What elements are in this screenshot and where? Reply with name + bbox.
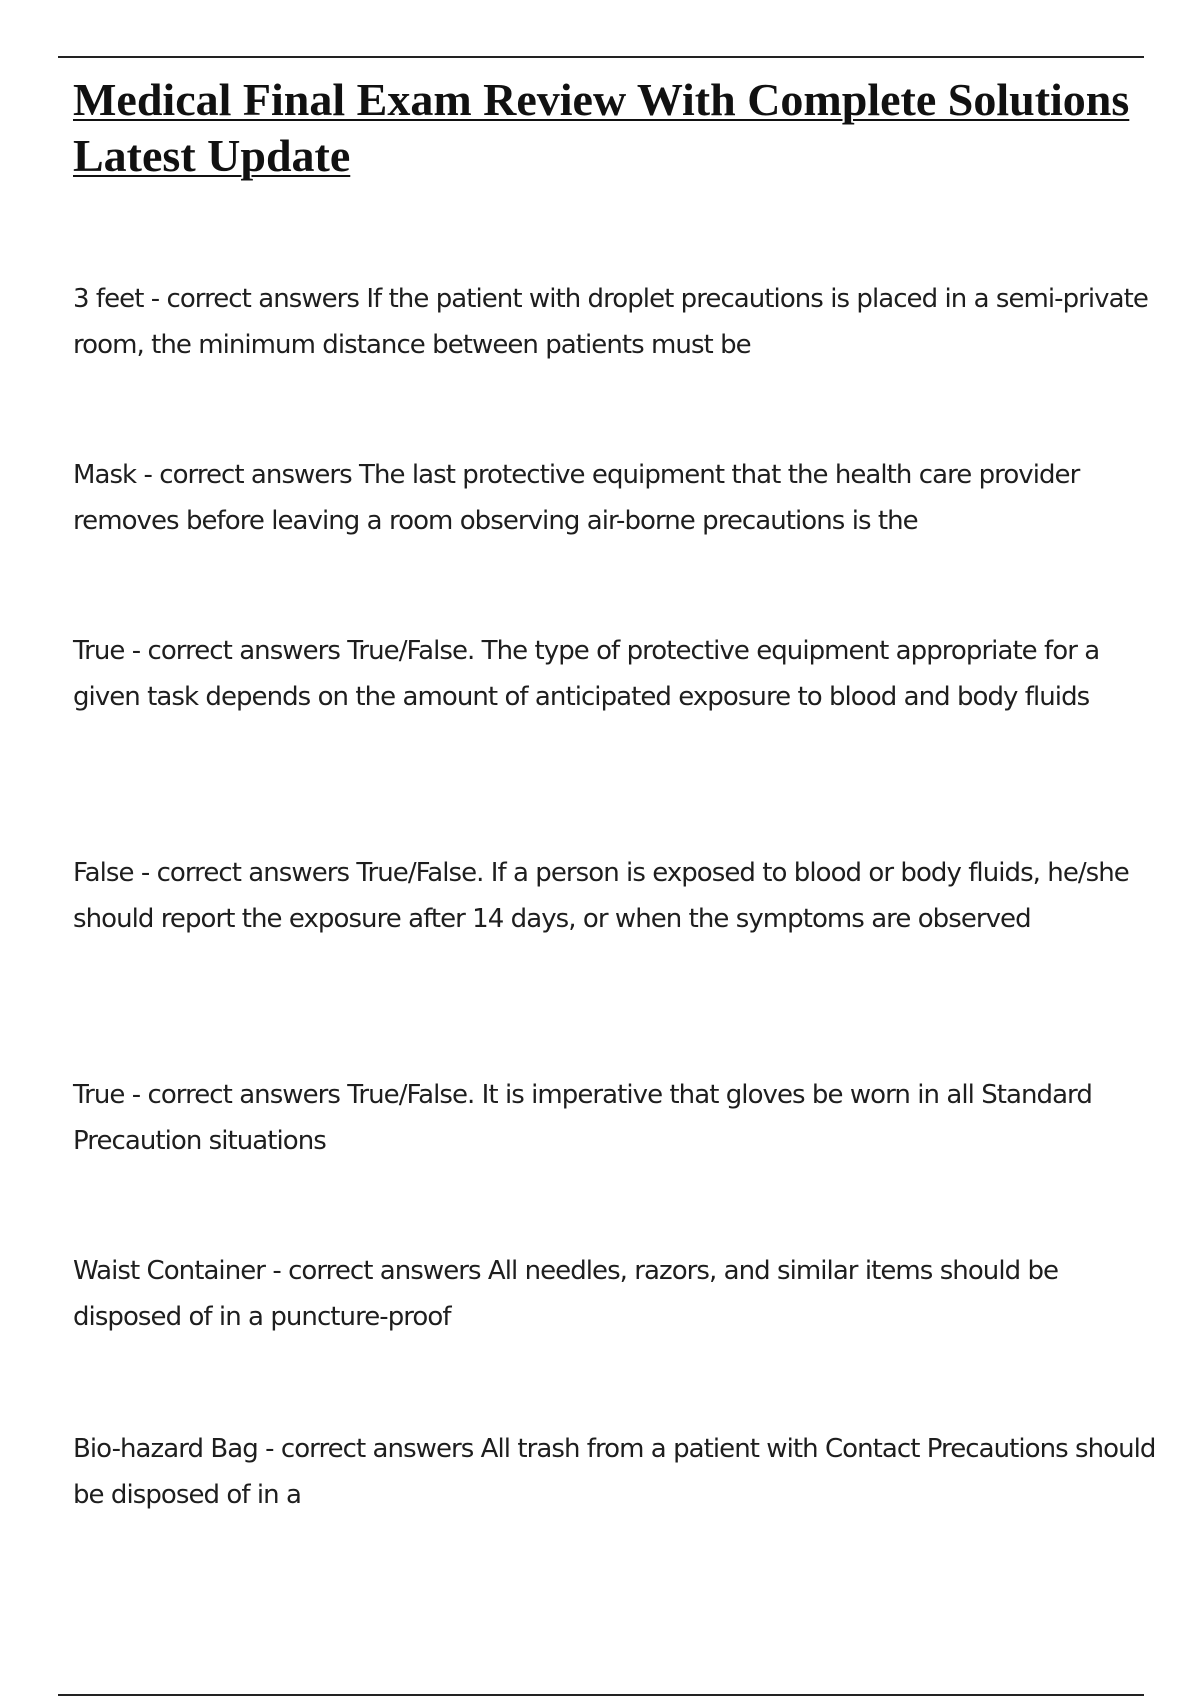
qa-item-4: False - correct answers True/False. If a person is exposed to blood or body fluids, he/she should report the exposure after 14 days, or when the symptoms are observed (73, 858, 1129, 934)
bottom-divider (58, 1694, 1144, 1696)
qa-item-1: 3 feet - correct answers If the patient with droplet precautions is placed in a semi-private room, the minimum distance between patients must be (73, 284, 1148, 360)
qa-item-6: Waist Container - correct answers All needles, razors, and similar items should be disposed of in a puncture-proof (73, 1256, 1059, 1332)
qa-item-2: Mask - correct answers The last protective equipment that the health care provider removes before leaving a room observing air-borne precautions is the (73, 460, 1080, 536)
qa-item-5: True - correct answers True/False. It is imperative that gloves be worn in all Standard Precaution situations (73, 1080, 1092, 1156)
qa-item-3: True - correct answers True/False. The type of protective equipment appropriate for a given task depends on the amount of anticipated exposure to blood and body fluids (73, 636, 1100, 712)
document-title: Medical Final Exam Review With Complete Solutions Latest Update (73, 74, 1130, 181)
top-divider (58, 56, 1144, 58)
qa-item-7: Bio-hazard Bag - correct answers All trash from a patient with Contact Precautions should be disposed of in a (73, 1434, 1156, 1510)
